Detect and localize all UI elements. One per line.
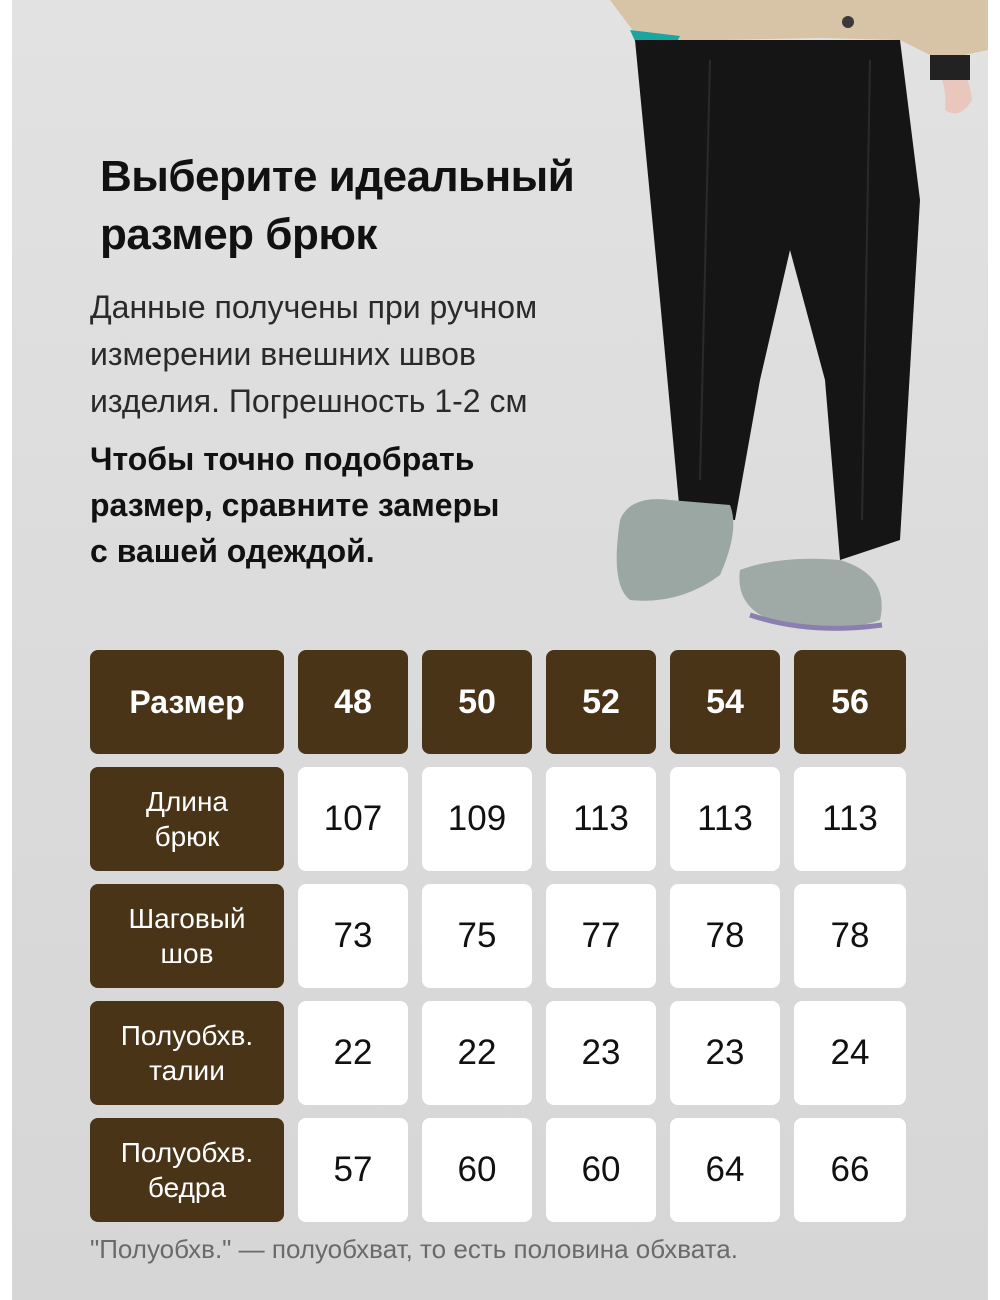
value-cell: 23	[670, 1001, 780, 1105]
value-cell: 66	[794, 1118, 906, 1222]
value-cell: 22	[422, 1001, 532, 1105]
row-label: Длина брюк	[146, 786, 228, 852]
value-cell: 22	[298, 1001, 408, 1105]
table-row	[90, 1001, 906, 1105]
table-row	[90, 767, 906, 871]
table-header-row	[90, 650, 906, 754]
row-label-cell	[90, 1001, 284, 1105]
value-cell: 107	[298, 767, 408, 871]
value-cell: 77	[546, 884, 656, 988]
title-line-1: Выберите идеальный	[100, 152, 575, 201]
tip-line-2: размер, сравните замеры	[90, 487, 500, 523]
fit-tip	[90, 436, 610, 574]
description-line-2: измерении внешних швов	[90, 336, 476, 372]
value-cell: 113	[546, 767, 656, 871]
value-cell: 113	[794, 767, 906, 871]
value-cell: 64	[670, 1118, 780, 1222]
row-label: Полуобхв. бедра	[120, 1137, 254, 1203]
tip-line-3: с вашей одеждой.	[90, 533, 375, 569]
header-label-cell	[90, 650, 284, 754]
value-cell: 73	[298, 884, 408, 988]
value-cell: 60	[422, 1118, 532, 1222]
size-header-cell: 50	[422, 650, 532, 754]
size-header-cell: 52	[546, 650, 656, 754]
value-cell: 78	[794, 884, 906, 988]
row-label: Полуобхв. талии	[120, 1020, 254, 1086]
page-title	[100, 148, 660, 264]
model-pants-photo	[600, 0, 988, 640]
table-row	[90, 1118, 906, 1222]
value-cell: 75	[422, 884, 532, 988]
value-cell: 23	[546, 1001, 656, 1105]
tip-line-1: Чтобы точно подобрать	[90, 441, 475, 477]
value-cell: 78	[670, 884, 780, 988]
value-cell: 113	[670, 767, 780, 871]
value-cell: 57	[298, 1118, 408, 1222]
size-header-cell: 56	[794, 650, 906, 754]
value-cell: 109	[422, 767, 532, 871]
size-header-cell: 54	[670, 650, 780, 754]
row-label-cell	[90, 767, 284, 871]
header-label: Размер	[129, 683, 245, 720]
table-row	[90, 884, 906, 988]
measurement-description	[90, 284, 630, 425]
row-label-cell	[90, 884, 284, 988]
value-cell: 24	[794, 1001, 906, 1105]
description-line-1: Данные получены при ручном	[90, 289, 538, 325]
size-header-cell: 48	[298, 650, 408, 754]
row-label-cell	[90, 1118, 284, 1222]
value-cell: 60	[546, 1118, 656, 1222]
description-line-3: изделия. Погрешность 1-2 см	[90, 383, 528, 419]
title-line-2: размер брюк	[100, 210, 377, 259]
abbreviation-footnote: "Полуобхв." — полуобхват, то есть половина обхвата.	[90, 1234, 738, 1264]
row-label: Шаговый шов	[128, 903, 246, 969]
